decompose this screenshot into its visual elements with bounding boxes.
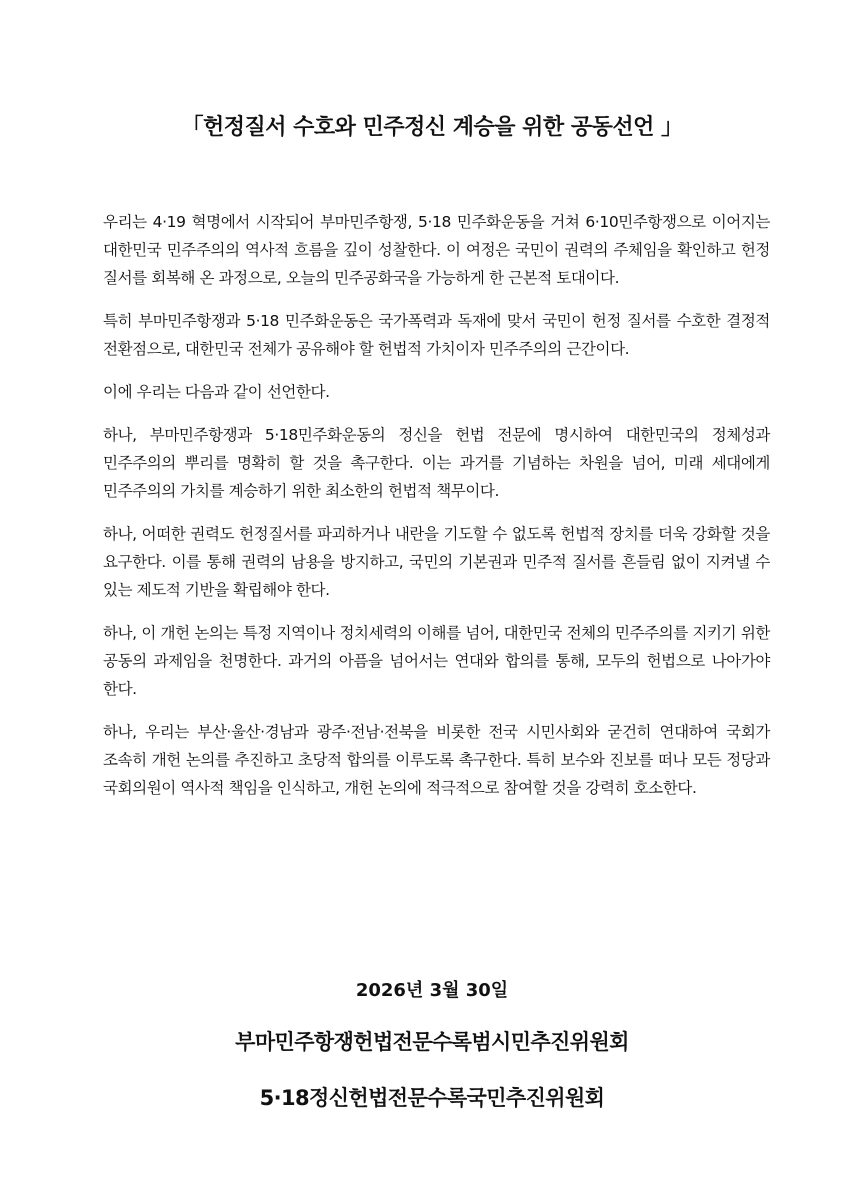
- declaration-date: 2026년 3월 30일: [355, 980, 509, 1001]
- paragraph-intro: 우리는 4·19 혁명에서 시작되어 부마민주항쟁, 5·18 민주화운동을 거쳐 6·10민주항쟁으로 이어지는 대한민국 민주주의의 역사적 흐름을 깊이 성찰한다. 이 여정은 국민이 권력의 주체임을 확인하고 헌정 질서를 회복해 온 과정으로, 오늘의 민주공화국을 가능하게 한 근본적 토대이다.: [103, 213, 770, 287]
- paragraph-item-1: 하나, 부마민주항쟁과 5·18민주화운동의 정신을 헌법 전문에 명시하여 대한민국의 정체성과 민주주의의 뿌리를 명확히 할 것을 촉구한다. 이는 과거를 기념하는 차원을 넘어, 미래 세대에게 민주주의의 가치를 계승하기 위한 최소한의 헌법적 책무이다.: [103, 426, 770, 500]
- declaration-body: [103, 208, 770, 817]
- paragraph-item-4: 하나, 우리는 부산·울산·경남과 광주·전남·전북을 비롯한 전국 시민사회와 굳건히 연대하여 국회가 조속히 개헌 논의를 추진하고 초당적 합의를 이루도록 촉구한다. 특히 보수와 진보를 떠나 모든 정당과 국회의원이 역사적 책임을 인식하고, 개헌 논의에 적극적으로 참여할 것을 강력히 호소한다.: [103, 723, 770, 797]
- paragraph-item-2: 하나, 어떠한 권력도 헌정질서를 파괴하거나 내란을 기도할 수 없도록 헌법적 장치를 더욱 강화할 것을 요구한다. 이를 통해 권력의 남용을 방지하고, 국민의 기본권과 민주적 질서를 흔들림 없이 지켜낼 수 있는 제도적 기반을 확립해야 한다.: [103, 525, 770, 599]
- signatory-bumah-committee: 부마민주항쟁헌법전문수록범시민추진위원회: [235, 1030, 629, 1054]
- paragraph-item-3: 하나, 이 개헌 논의는 특정 지역이나 정치세력의 이해를 넘어, 대한민국 전체의 민주주의를 지키기 위한 공동의 과제임을 천명한다. 과거의 아픔을 넘어서는 연대와 합의를 통해, 모두의 헌법으로 나아가야 한다.: [103, 624, 770, 698]
- paragraph-significance: 특히 부마민주항쟁과 5·18 민주화운동은 국가폭력과 독재에 맞서 국민이 헌정 질서를 수호한 결정적 전환점으로, 대한민국 전체가 공유해야 할 헌법적 가치이자 민주주의의 근간이다.: [103, 312, 770, 358]
- paragraph-declaration-lead: 이에 우리는 다음과 같이 선언한다.: [103, 383, 330, 401]
- signatory-518-committee: 5·18정신헌법전문수록국민추진위원회: [259, 1086, 605, 1110]
- document-title: 「헌정질서 수호와 민주정신 계승을 위한 공동선언 」: [181, 115, 683, 140]
